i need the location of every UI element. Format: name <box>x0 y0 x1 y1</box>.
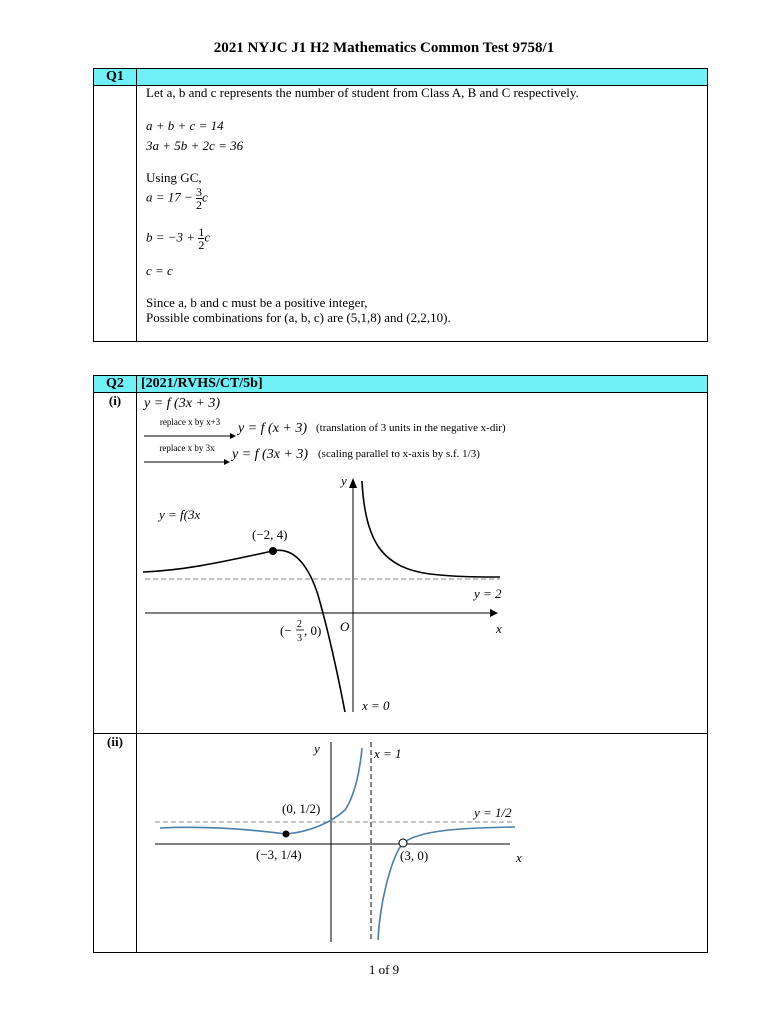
graph-i-y-label: y <box>341 473 347 488</box>
q2-step1-desc: (translation of 3 units in the negative x-dir) <box>316 422 506 434</box>
q2-part-ii-label: (ii) <box>94 734 137 953</box>
graph-ii-v-asymptote-label: x = 1 <box>374 746 402 761</box>
q2-step2-eq: y = f (3x + 3) <box>232 447 309 462</box>
graph-i-root-pre: (− <box>280 623 292 638</box>
q2-reference: [2021/RVHS/CT/5b] <box>137 376 708 393</box>
graph-i-max-label: (−2, 4) <box>252 527 288 542</box>
q2-step2-arrow: replace x by 3x <box>144 443 230 471</box>
graph-ii-min-point <box>283 831 290 838</box>
graph-i-h-asymptote-label: y = 2 <box>474 586 502 601</box>
q2-part-i-label: (i) <box>94 393 137 734</box>
q2-label: Q2 <box>94 376 137 393</box>
q2-start-eq: y = f (3x + 3) <box>144 396 221 411</box>
graph-ii-y-intercept-label: (0, 1/2) <box>282 801 321 816</box>
graph-ii-min-label: (−3, 1/4) <box>256 847 302 862</box>
graph-i-v-asymptote-label: x = 0 <box>362 698 390 713</box>
q2-step1-eq: y = f (x + 3) <box>238 421 308 436</box>
page-number: 1 of 9 <box>368 962 400 977</box>
q1-eq1: a + b + c = 14 <box>146 118 224 133</box>
q1-c-solution: c = c <box>146 263 173 278</box>
graph-i-x-label: x <box>496 621 502 636</box>
graph-ii-root-label: (3, 0) <box>400 848 429 863</box>
q1-label: Q1 <box>94 69 137 86</box>
graph-i-origin: O <box>340 619 350 634</box>
q1-combos: Possible combinations for (a, b, c) are (5,1,8) and (2,2,10). <box>146 310 451 325</box>
page-title: 2021 NYJC J1 H2 Mathematics Common Test 9758/1 <box>213 40 555 56</box>
q1-a-fraction: $\frac{3}{2}$ <box>196 185 203 212</box>
graph-ii-left-branch <box>160 748 362 834</box>
graph-ii-root-point <box>399 839 407 847</box>
graph-i-root-den: 3 <box>297 633 302 644</box>
graph-ii-y-label: y <box>314 741 320 756</box>
graph-i-curve-label: y = f(3x <box>159 507 201 522</box>
q1-using-gc: Using GC, <box>146 170 202 185</box>
q1-b-fraction: $\frac{1}{2}$ <box>198 225 205 252</box>
graph-i-root-num: 2 <box>297 619 302 630</box>
q2-step2-desc: (scaling parallel to x-axis by s.f. 1/3) <box>318 448 480 460</box>
q1-intro: Let a, b and c represents the number of student from Class A, B and C respectively. <box>146 85 579 100</box>
q1-eq2: 3a + 5b + 2c = 36 <box>146 138 244 153</box>
graph-i-root-post: , 0) <box>304 623 322 638</box>
q1-since: Since a, b and c must be a positive integer, <box>146 295 368 310</box>
q2-step1-arrow: replace x by x+3 <box>144 417 236 445</box>
graph-ii-x-label: x <box>516 850 522 865</box>
graph-ii-h-asymptote-label: y = 1/2 <box>474 805 512 820</box>
q1-a-solution: a = 17 − $\frac{3}{2}$ c <box>146 185 208 212</box>
q1-b-solution: b = −3 + $\frac{1}{2}$ c <box>146 225 211 252</box>
